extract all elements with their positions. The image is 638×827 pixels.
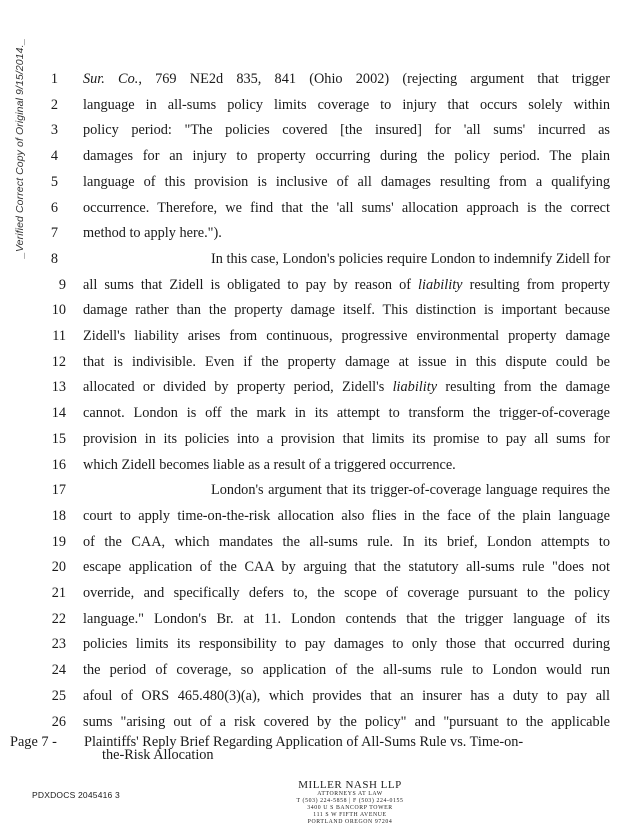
line-number: 7 — [50, 225, 58, 242]
firm-address-line: T (503) 224-5858 | F (503) 224-0155 — [296, 798, 404, 804]
line-number: 10 — [51, 302, 66, 319]
line-number: 2 — [50, 96, 58, 113]
line-number: 13 — [51, 379, 66, 396]
text-run: language in all-sums policy limits coverage to injury that occurs solely within — [83, 96, 610, 113]
firm-address-line: ATTORNEYS AT LAW — [317, 791, 383, 797]
line-number: 17 — [51, 482, 66, 499]
text-run: that is indivisible. Even if the property damage at issue in this dispute could be — [83, 353, 610, 370]
text-run: occurrence. Therefore, we find that the 'all sums' allocation approach is the correct — [83, 199, 610, 216]
text-run: policies limits its responsibility to pay damages to only those that occurred during — [83, 636, 610, 653]
line-text — [83, 376, 610, 398]
text-run: afoul of ORS 465.480(3)(a), which provides that an insurer has a duty to pay all — [83, 687, 610, 704]
text-run: policy period: "The policies covered [the insured] for 'all sums' incurred as — [83, 122, 610, 139]
text-run: language of this provision is inclusive of all damages resulting from a qualifying — [83, 173, 610, 190]
line-number: 12 — [51, 353, 66, 370]
line-text — [83, 171, 610, 193]
text-run: method to apply here."). — [83, 225, 222, 242]
pleading-line — [0, 428, 638, 450]
line-number: 4 — [50, 148, 58, 165]
line-number: 5 — [50, 173, 58, 190]
line-text — [83, 582, 610, 604]
line-number: 23 — [51, 636, 66, 653]
document-caption-line-2: the-Risk Allocation — [102, 747, 214, 763]
line-text — [83, 145, 610, 167]
page-number-label: Page 7 - — [10, 734, 57, 750]
pleading-line — [0, 711, 638, 733]
text-run: London's argument that its trigger-of-coverage language requires the — [211, 482, 610, 499]
text-run: court to apply time-on-the-risk allocation also flies in the face of the plain language — [83, 507, 610, 524]
text-run: damage rather than the property damage itself. This distinction is important because — [83, 302, 610, 319]
pleading-line — [0, 222, 638, 244]
document-caption-line-1: Plaintiffs' Reply Brief Regarding Application of All-Sums Rule vs. Time-on- — [84, 734, 524, 750]
line-number: 11 — [52, 328, 66, 344]
line-text — [83, 325, 610, 347]
line-text — [83, 94, 610, 116]
text-run: allocated or divided by property period, Zidell's — [83, 379, 393, 396]
text-run: cannot. London is off the mark in its attempt to transform the trigger-of-coverage — [83, 405, 610, 422]
text-run: which Zidell becomes liable as a result of a triggered occurrence. — [83, 456, 456, 473]
pleading-line — [0, 325, 638, 347]
line-number: 25 — [51, 687, 66, 704]
line-number: 21 — [51, 585, 66, 601]
pleading-line — [0, 94, 638, 116]
line-text — [83, 711, 610, 733]
text-run: damages for an injury to property occurring during the policy period. The plain — [83, 148, 610, 165]
text-run: of the CAA, which mandates the all-sums rule. In its brief, London attempts to — [83, 533, 610, 550]
line-text — [83, 479, 610, 501]
pleading-line — [0, 248, 638, 270]
text-run: In this case, London's policies require London to indemnify Zidell for — [211, 250, 611, 267]
pleading-line — [0, 659, 638, 681]
line-text — [83, 659, 610, 681]
line-number: 6 — [50, 199, 58, 216]
text-run: the period of coverage, so application of the all-sums rule to London would run — [83, 662, 610, 679]
line-number: 3 — [50, 122, 58, 139]
line-number: 9 — [58, 276, 66, 293]
italic-text: liability — [392, 379, 438, 396]
line-number: 18 — [51, 507, 66, 524]
text-run: all sums that Zidell is obligated to pay by reason of — [83, 276, 419, 293]
document-id: PDXDOCS 2045416 3 — [32, 790, 120, 800]
line-number: 14 — [51, 405, 66, 422]
line-text — [83, 454, 610, 476]
line-text — [83, 428, 610, 450]
line-number: 8 — [50, 250, 58, 267]
pleading-line — [0, 685, 638, 707]
line-number: 19 — [51, 533, 66, 550]
line-text — [83, 248, 610, 270]
pleading-line — [0, 454, 638, 476]
pleading-line — [0, 608, 638, 630]
line-text — [83, 608, 610, 630]
pleading-line — [0, 479, 638, 501]
line-text — [83, 531, 610, 553]
pleading-line — [0, 402, 638, 424]
line-text — [83, 402, 610, 424]
firm-address-line: PORTLAND OREGON 97204 — [307, 819, 393, 825]
line-number: 16 — [51, 456, 66, 473]
firm-name: MILLER NASH LLP — [298, 779, 402, 791]
text-run: resulting from property — [462, 276, 610, 293]
firm-address-line: 3400 U S BANCORP TOWER — [307, 805, 393, 811]
line-number: 20 — [51, 559, 66, 576]
line-text — [83, 351, 610, 373]
pleading-line — [0, 299, 638, 321]
pleading-line — [0, 197, 638, 219]
pleading-line — [0, 119, 638, 141]
line-text — [83, 505, 610, 527]
line-number: 1 — [50, 71, 58, 87]
italic-text: liability — [418, 276, 463, 293]
text-run: provision in its policies into a provision that limits its promise to pay all sums for — [83, 430, 610, 447]
pleading-line — [0, 505, 638, 527]
text-run: language." London's Br. at 11. London contends that the trigger language of its — [83, 610, 610, 627]
text-run: , 769 NE2d 835, 841 (Ohio 2002) (rejecting argument that trigger — [138, 71, 611, 87]
text-run: sums "arising out of a risk covered by the policy" and "pursuant to the applicable — [83, 713, 610, 730]
line-text — [83, 299, 610, 321]
line-text — [83, 222, 610, 244]
pleading-line — [0, 582, 638, 604]
pleading-line — [0, 531, 638, 553]
pleading-line — [0, 274, 638, 296]
pleading-line — [0, 556, 638, 578]
line-text — [83, 274, 610, 296]
line-text — [83, 197, 610, 219]
line-text — [83, 685, 610, 707]
pleading-line — [0, 171, 638, 193]
pleading-line — [0, 351, 638, 373]
pleading-line — [0, 68, 638, 90]
line-text — [83, 633, 610, 655]
pleading-line — [0, 376, 638, 398]
line-number: 24 — [51, 662, 66, 679]
line-number: 26 — [51, 713, 66, 730]
line-text — [83, 556, 610, 578]
italic-text: Sur. Co. — [83, 71, 139, 87]
verification-stamp: _Verified Correct Copy of Original 9/15/2014._ — [14, 38, 26, 258]
pleading-line — [0, 633, 638, 655]
text-run: escape application of the CAA by arguing that the statutory all-sums rule "does not — [83, 559, 610, 576]
text-run: Zidell's liability arises from continuous, progressive environmental property damage — [83, 328, 610, 344]
pleading-line — [0, 145, 638, 167]
line-number: 22 — [51, 610, 66, 627]
firm-address-line: 111 S W FIFTH AVENUE — [313, 812, 387, 818]
line-number: 15 — [51, 430, 66, 447]
text-run: resulting from the damage — [437, 379, 610, 396]
text-run: override, and specifically defers to, the scope of coverage pursuant to the policy — [83, 585, 610, 601]
law-firm-block — [250, 779, 450, 826]
line-text — [83, 68, 610, 90]
line-text — [83, 119, 610, 141]
